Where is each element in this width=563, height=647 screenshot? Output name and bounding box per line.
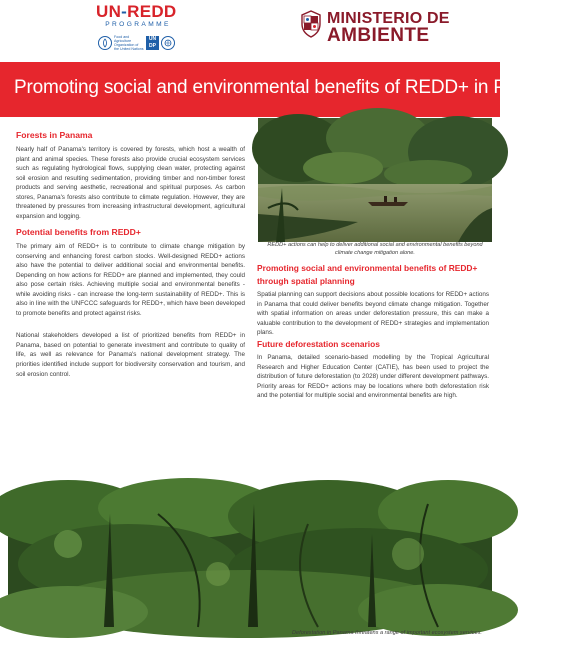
forest-photo xyxy=(8,494,492,627)
unredd-logo xyxy=(96,2,188,51)
section-future xyxy=(257,338,489,401)
panama-emblem-icon xyxy=(300,10,322,38)
section-spatial xyxy=(257,262,489,338)
section-heading-future: Future deforestation scenarios xyxy=(257,339,380,349)
section-text-benefits-1: The primary aim of REDD+ is to contribute to climate change mitigation by conserving and enhancing forest carbon stocks. Well-designed REDD+ actions also have the potential to deliver additional social and environmental benefits. Depending on how actions for REDD+ are planned and implemented, they could also pose certain risks. Achieving multiple social and environmental benefits - while avoiding risks - can increase the long-term sustainability of REDD+. This is also in line with the UNFCCC safeguards for REDD+, which have been developed to promote benefits and protect against risks. xyxy=(16,243,245,317)
partner-logos xyxy=(98,35,175,51)
section-text-spatial: Spatial planning can support decisions about possible locations for REDD+ actions in Panama that could deliver benefits beyond climate change mitigation. Together with spatial information on areas under deforestation pressure, this can make a valuable contribution to the development of REDD+ strategies and implementation plans. xyxy=(257,291,489,337)
forest-photo-caption: Deforestation in Panama threatens a range of important ecosystem services. xyxy=(292,630,482,636)
section-text-future: In Panama, detailed scenario-based modelling by the Tropical Agricultural Research and Higher Education Center (CATIE), has been used to project the distribution of future deforestation (to 2028) under different development pathways. Priority areas for REDD+ actions may be locations where both deforestation risk and the potential for multiple social and environmental benefits are high. xyxy=(257,354,489,400)
unredd-title-dash: - xyxy=(121,2,128,21)
section-heading-benefits: Potential benefits from REDD+ xyxy=(16,227,141,237)
river-photo xyxy=(258,118,492,242)
section-benefits xyxy=(16,227,245,379)
ministerio-line2: AMBIENTE xyxy=(327,25,430,46)
ministerio-logo xyxy=(300,10,470,50)
unredd-title-left: UN xyxy=(96,2,122,21)
ministerio-line1: MINISTERIO DE xyxy=(327,10,450,27)
unep-icon xyxy=(161,36,175,50)
unredd-title-right: REDD xyxy=(127,2,177,21)
page-header xyxy=(0,0,500,62)
section-text-forests: Nearly half of Panama's territory is covered by forests, which host a wealth of plant and animal species. These forests also provide crucial ecosystem services such as regulating hydrological flows, supplying clean water, protecting against soil erosion and resulting sedimentation, providing timber and non-timber forest products and serving aesthetic, recreational and spiritual purposes. As carbon stores, Panama's forests also contribute to climate regulation. However, they are threatened by pressures from increasing infrastructural development, agricultural expansion and logging. xyxy=(16,146,245,220)
section-heading-spatial: Promoting social and environmental benefits of REDD+ through spatial planning xyxy=(257,263,478,286)
unredd-subtitle: PROGRAMME xyxy=(105,21,171,28)
section-heading-forests: Forests in Panama xyxy=(16,130,93,140)
title-banner xyxy=(0,62,563,117)
river-photo-caption: REDD+ actions can help to deliver additional social and environmental benefits beyond climate change mitigation alone. xyxy=(267,242,483,256)
partner-text: Food and Agriculture Organization of the United Nations xyxy=(114,35,144,51)
section-forests xyxy=(16,130,245,221)
page-title: Promoting social and environmental benefits of REDD+ in Panama xyxy=(14,77,563,98)
fao-icon xyxy=(98,36,112,50)
section-text-benefits-2: National stakeholders developed a list of prioritized benefits from REDD+ in Panama, based on potential to generate investment and contribute to quality of life, as well as relevance for Panama's national development strategy. The priorities identified include support for biodiversity conservation and tourism, and soil erosion control. xyxy=(16,332,245,378)
undp-icon: UN DP xyxy=(146,36,159,50)
unredd-title xyxy=(96,3,188,21)
